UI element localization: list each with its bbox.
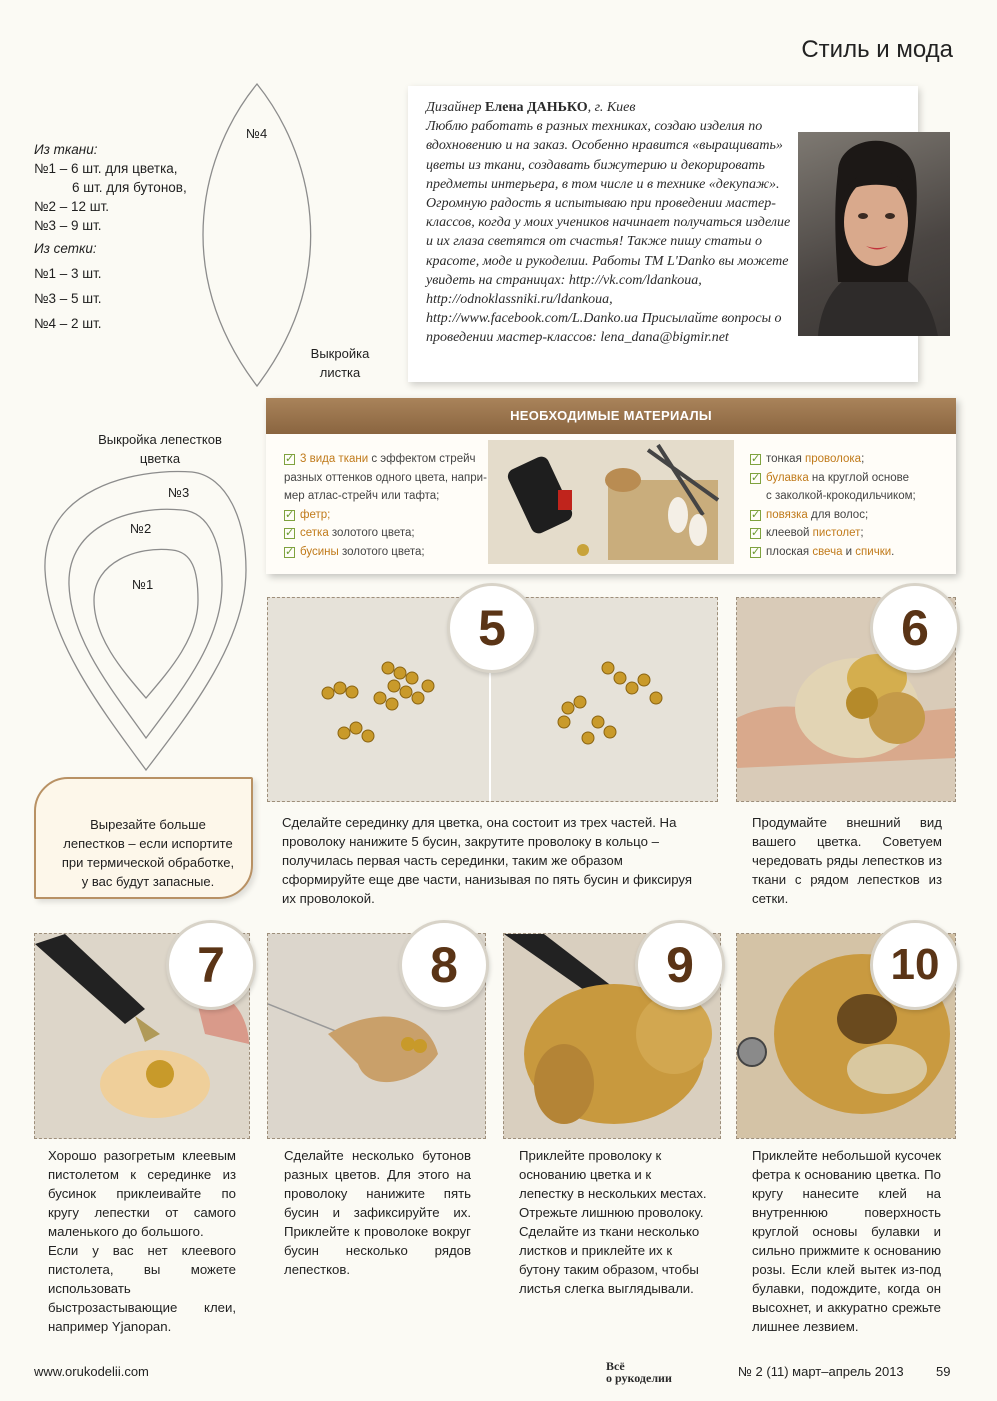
designer-email[interactable]: lena_dana@bigmir.net [600,330,729,346]
contact-intro: Присылайте вопросы о проведении мастер-классов: [426,311,782,346]
fabric-count-line: №3 – 9 шт. [34,218,102,233]
material-item-glue-gun: ✓ клеевой пистолет; [750,524,916,543]
step-8-text: Сделайте несколько бутонов разных цветов. Для этого на проволоку нанижите пять бусин и зафиксируйте их. Приклейте к проволоке вокруг бусин несколько рядов лепестков. [284,1148,471,1277]
materials-list-left [284,450,487,561]
step-7-text-part-2: Если у вас нет клеевого пистолета, вы можете использовать быстрозастывающие клеи, например Yjanopan. [48,1243,236,1334]
material-item-band: ✓ повязка для волос; [750,506,916,525]
step-9-text-part-2: Сделайте из ткани несколько листков и приклейте их к бутону таким образом, чтобы листья слегка выглядывали. [519,1224,700,1296]
materials-list-right [750,450,916,561]
step-5-text: Сделайте серединку для цветка, она состоит из трех частей. На проволоку нанижите 5 бусин, закрутите проволоку в кольцо – получилась первая часть серединки, таким же образом сформируйте еще две части, нанизывая по пять бусин и фиксируя их проволокой. [282,815,692,906]
petal-number-1: №1 [132,577,154,592]
material-item-fabric-cont: разных оттенков одного цвета, напри- [284,471,487,484]
page-number: 59 [936,1364,951,1379]
step-10-number: 10 [870,920,960,1010]
link-facebook[interactable]: http://www.facebook.com/L.Danko.ua [426,311,639,327]
material-item-fabric-cont: мер атлас-стрейч или тафта; [284,490,440,502]
mesh-count-line: №4 – 2 шт. [34,316,102,331]
designer-photo [798,132,950,336]
materials-box [266,398,956,574]
petal-number-2: №2 [130,521,152,536]
petal-caption: Выкройка лепестков цветка [98,432,222,466]
checkbox-icon [750,454,761,465]
checkbox-icon [750,473,761,484]
link-vk[interactable]: http://vk.com/ldankoua, [568,272,702,288]
link-odnoklassniki[interactable]: http://odnoklassniki.ru/ldankoua, [426,292,613,308]
step-8-number: 8 [399,920,489,1010]
step-5-number: 5 [447,583,537,673]
materials-photo [488,440,734,564]
material-item-fabric: ✓ 3 вида ткани с эффектом стрейч [284,450,487,469]
section-title: Стиль и мода [801,36,953,63]
petal-number-3: №3 [168,485,190,500]
fabric-count-line: №2 – 12 шт. [34,199,110,214]
designer-name: Елена ДАНЬКО [485,100,588,115]
checkbox-icon [284,510,295,521]
material-item-wire: ✓ тонкая проволока; [750,450,916,469]
step-10-text: Приклейте небольшой кусочек фетра к основанию цветка. По кругу нанесите клей на внутреннюю поверхность круглой основы булавки и сильно прижмите к основанию розы. Если клей вытек из-под булавки, подождите, когда он высохнет, и аккуратно срежьте лишнее лезвием. [752,1148,941,1334]
step-6-text: Продумайте внешний вид вашего цветка. Советуем чередовать ряды лепестков из ткани с рядом лепестков из сетки. [752,815,942,906]
mesh-count-line: №3 – 5 шт. [34,291,102,306]
designer-bio-text: Люблю работать в разных техниках, создаю изделия по вдохновению и на заказ. Особенно нравится «выращивать» цветы из ткани, создавать бижутерию и декорировать предметы интерьера, в том числе и в технике «декупаж». Огромную радость я испытываю при проведении мастер-классов, когда у моих учеников начинает получаться изделие и их глаза светятся от счастья! Также пишу статьи о красоте, моде и рукоделии. [426,119,791,269]
magazine-logo-top: Всё [606,1359,625,1373]
step-9-number: 9 [635,920,725,1010]
materials-title: НЕОБХОДИМЫЕ МАТЕРИАЛЫ [266,398,956,434]
magazine-logo [606,1360,706,1384]
designer-box [408,86,918,382]
petal-pattern [42,470,247,775]
step-7-text-part-1: Хорошо разогретым клеевым пистолетом к серединке из бусинок приклеивайте по кругу лепестки от самого маленького до большого. [48,1148,236,1239]
step-9-text [519,1146,707,1298]
footer-website[interactable]: www.orukodelii.com [34,1364,149,1379]
designer-bio [426,98,791,348]
step-7-text [48,1146,236,1336]
leaf-caption: Выкройка листка [310,346,370,380]
material-item-beads: ✓ бусины золотого цвета; [284,543,487,562]
material-item-mesh: ✓ сетка золотого цвета; [284,524,487,543]
material-item-candle: ✓ плоская свеча и спички. [750,543,916,562]
step-7-number: 7 [166,920,256,1010]
leaf-number: №4 [246,126,268,141]
links-intro: Работы ТМ L'Danko вы можете увидеть на страницах: [426,253,789,288]
step-6-number: 6 [870,583,960,673]
checkbox-icon [750,547,761,558]
magazine-logo-bottom: о рукоделии [606,1371,672,1385]
checkbox-icon [750,528,761,539]
tip-box [34,777,253,899]
material-item-pin: ✓ булавка на круглой основе [750,469,916,488]
checkbox-icon [284,547,295,558]
designer-city: , г. Киев [587,100,636,115]
fabric-count-line: №1 – 6 шт. для цветка, [34,161,178,176]
fabric-heading: Из ткани: [34,142,98,157]
mesh-heading: Из сетки: [34,241,97,256]
footer-issue: № 2 (11) март–апрель 2013 [738,1364,904,1379]
checkbox-icon [750,510,761,521]
fabric-count-line: 6 шт. для бутонов, [72,180,187,195]
mesh-count-line: №1 – 3 шт. [34,266,102,281]
designer-role: Дизайнер [426,100,482,115]
material-item-pin-cont: с заколкой-крокодильчиком; [766,490,916,502]
checkbox-icon [284,454,295,465]
material-item-felt: ✓ фетр; [284,506,487,525]
step-9-text-part-1: Приклейте проволоку к основанию цветка и к лепестку в нескольких местах. Отрежьте лишнюю проволоку. [519,1148,707,1220]
tip-text: Вырезайте больше лепестков – если испортите при термической обработке, у вас будут запасные. [61,817,235,889]
checkbox-icon [284,528,295,539]
